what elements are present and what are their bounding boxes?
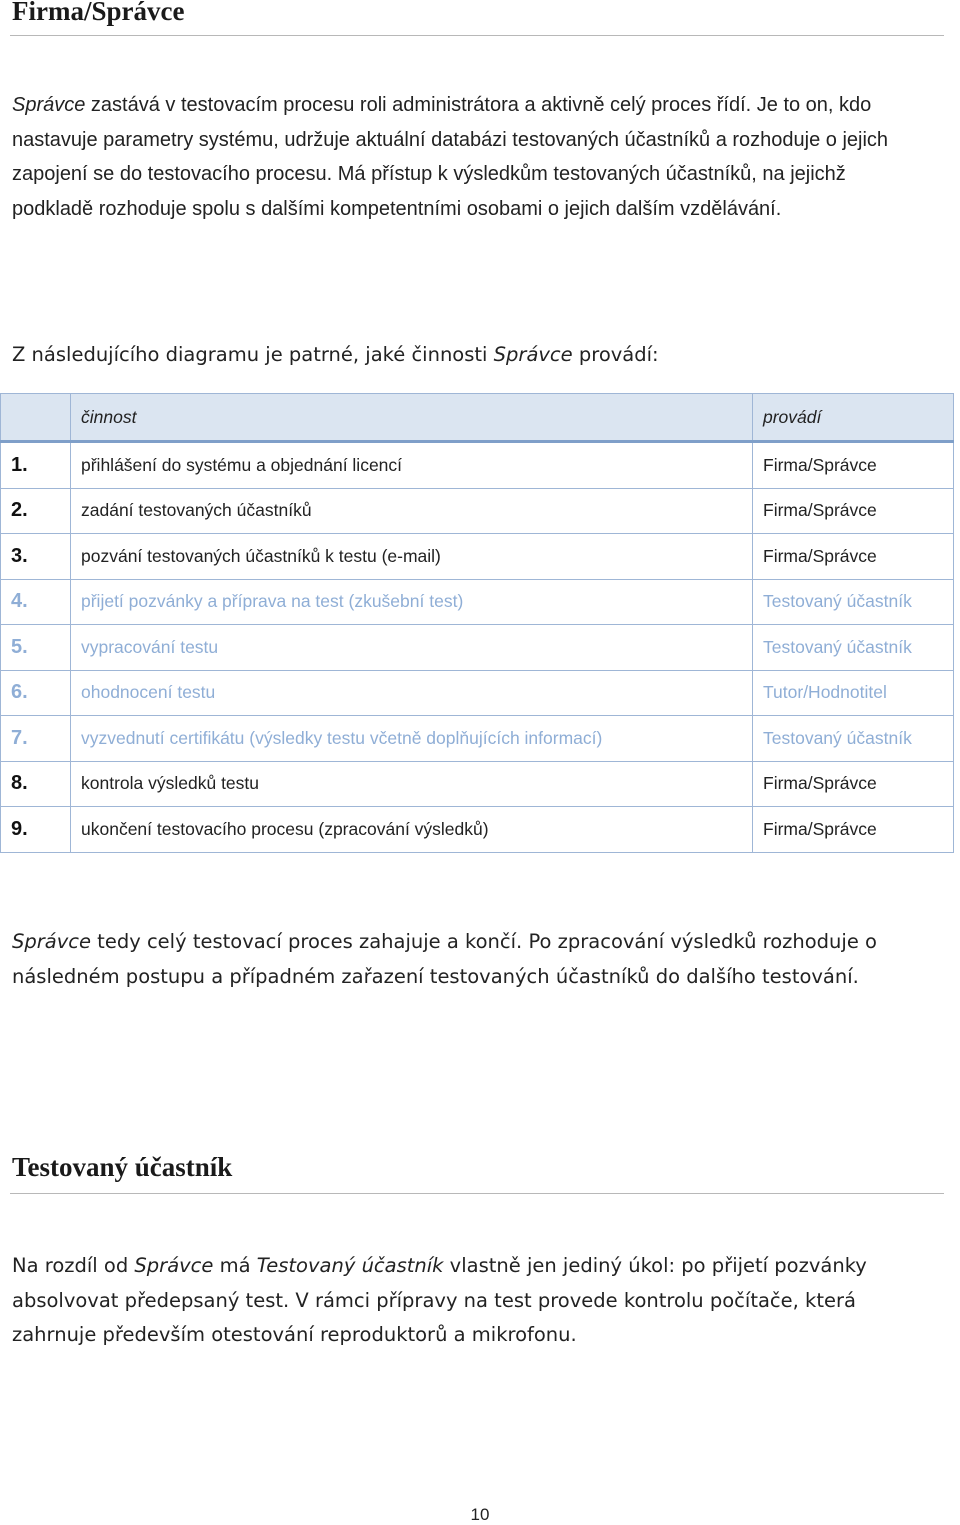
section-title-firma-spravce: Firma/Správce <box>12 0 185 26</box>
row-performer: Firma/Správce <box>753 442 954 489</box>
row-performer: Firma/Správce <box>753 534 954 580</box>
participant-emphasis-2: Testovaný účastník <box>256 1254 444 1277</box>
row-performer: Testovaný účastník <box>753 579 954 625</box>
row-performer: Firma/Správce <box>753 761 954 807</box>
table-row <box>1 488 954 534</box>
title-divider <box>10 1193 944 1194</box>
header-activity: činnost <box>71 394 753 442</box>
row-performer: Tutor/Hodnotitel <box>753 670 954 716</box>
row-activity: ohodnocení testu <box>71 670 753 716</box>
row-activity: pozvání testovaných účastníků k testu (e-mail) <box>71 534 753 580</box>
header-number-cell <box>1 394 71 442</box>
row-activity: přihlášení do systému a objednání licencí <box>71 442 753 489</box>
table-row <box>1 761 954 807</box>
diagram-intro-emphasis: Správce <box>493 343 573 366</box>
participant-paragraph <box>12 1249 932 1353</box>
row-performer: Testovaný účastník <box>753 625 954 671</box>
diagram-intro-after: provádí: <box>572 343 659 366</box>
section-title-testovany-ucastnik: Testovaný účastník <box>12 1152 233 1182</box>
row-number: 2. <box>1 488 71 534</box>
row-activity: vyzvednutí certifikátu (výsledky testu včetně doplňujících informací) <box>71 716 753 762</box>
row-number: 6. <box>1 670 71 716</box>
row-performer: Testovaný účastník <box>753 716 954 762</box>
header-performer: provádí <box>753 394 954 442</box>
row-number: 5. <box>1 625 71 671</box>
closing-text: tedy celý testovací proces zahajuje a končí. Po zpracování výsledků rozhoduje o následném postupu a případném zařazení testovaných účastníků do dalšího testování. <box>12 930 877 988</box>
row-number: 4. <box>1 579 71 625</box>
table-row <box>1 716 954 762</box>
intro-paragraph <box>12 88 932 226</box>
row-number: 7. <box>1 716 71 762</box>
participant-text-3: vlastně jen jediný úkol: po přijetí pozvánky absolvovat předepsaný test. V rámci přípravy na test provede kontrolu počítače, která zahrnuje především otestování reproduktorů a mikrofonu. <box>12 1254 867 1346</box>
row-number: 9. <box>1 807 71 853</box>
row-performer: Firma/Správce <box>753 488 954 534</box>
diagram-intro <box>12 338 932 373</box>
participant-text-1: Na rozdíl od <box>12 1254 135 1277</box>
diagram-intro-before: Z následujícího diagramu je patrné, jaké činnosti <box>12 343 494 366</box>
row-activity: zadání testovaných účastníků <box>71 488 753 534</box>
row-performer: Firma/Správce <box>753 807 954 853</box>
row-activity: ukončení testovacího procesu (zpracování výsledků) <box>71 807 753 853</box>
page-number: 10 <box>470 1505 490 1524</box>
table-row <box>1 579 954 625</box>
title-divider <box>10 35 944 36</box>
row-activity: přijetí pozvánky a příprava na test (zkušební test) <box>71 579 753 625</box>
intro-text: zastává v testovacím procesu roli administrátora a aktivně celý proces řídí. Je to on, kdo nastavuje parametry systému, udržuje aktuální databázi testovaných účastníků a rozhoduje o jejich zapojení se do testovacího procesu. Má přístup k výsledkům testovaných účastníků, na jejichž podkladě rozhoduje spolu s dalšími kompetentními osobami o jejich dalším vzdělávání. <box>12 94 889 220</box>
row-activity: kontrola výsledků testu <box>71 761 753 807</box>
table-row <box>1 807 954 853</box>
closing-paragraph <box>12 925 932 994</box>
table-row <box>1 442 954 489</box>
participant-emphasis-1: Správce <box>134 1254 214 1277</box>
table-row <box>1 534 954 580</box>
table-row <box>1 670 954 716</box>
row-number: 3. <box>1 534 71 580</box>
row-number: 1. <box>1 442 71 489</box>
activity-table <box>0 393 954 853</box>
table-header-row <box>1 394 954 442</box>
table-row <box>1 625 954 671</box>
participant-text-2: má <box>213 1254 257 1277</box>
intro-emphasis: Správce <box>12 94 86 116</box>
row-number: 8. <box>1 761 71 807</box>
closing-emphasis: Správce <box>12 930 91 953</box>
row-activity: vypracování testu <box>71 625 753 671</box>
